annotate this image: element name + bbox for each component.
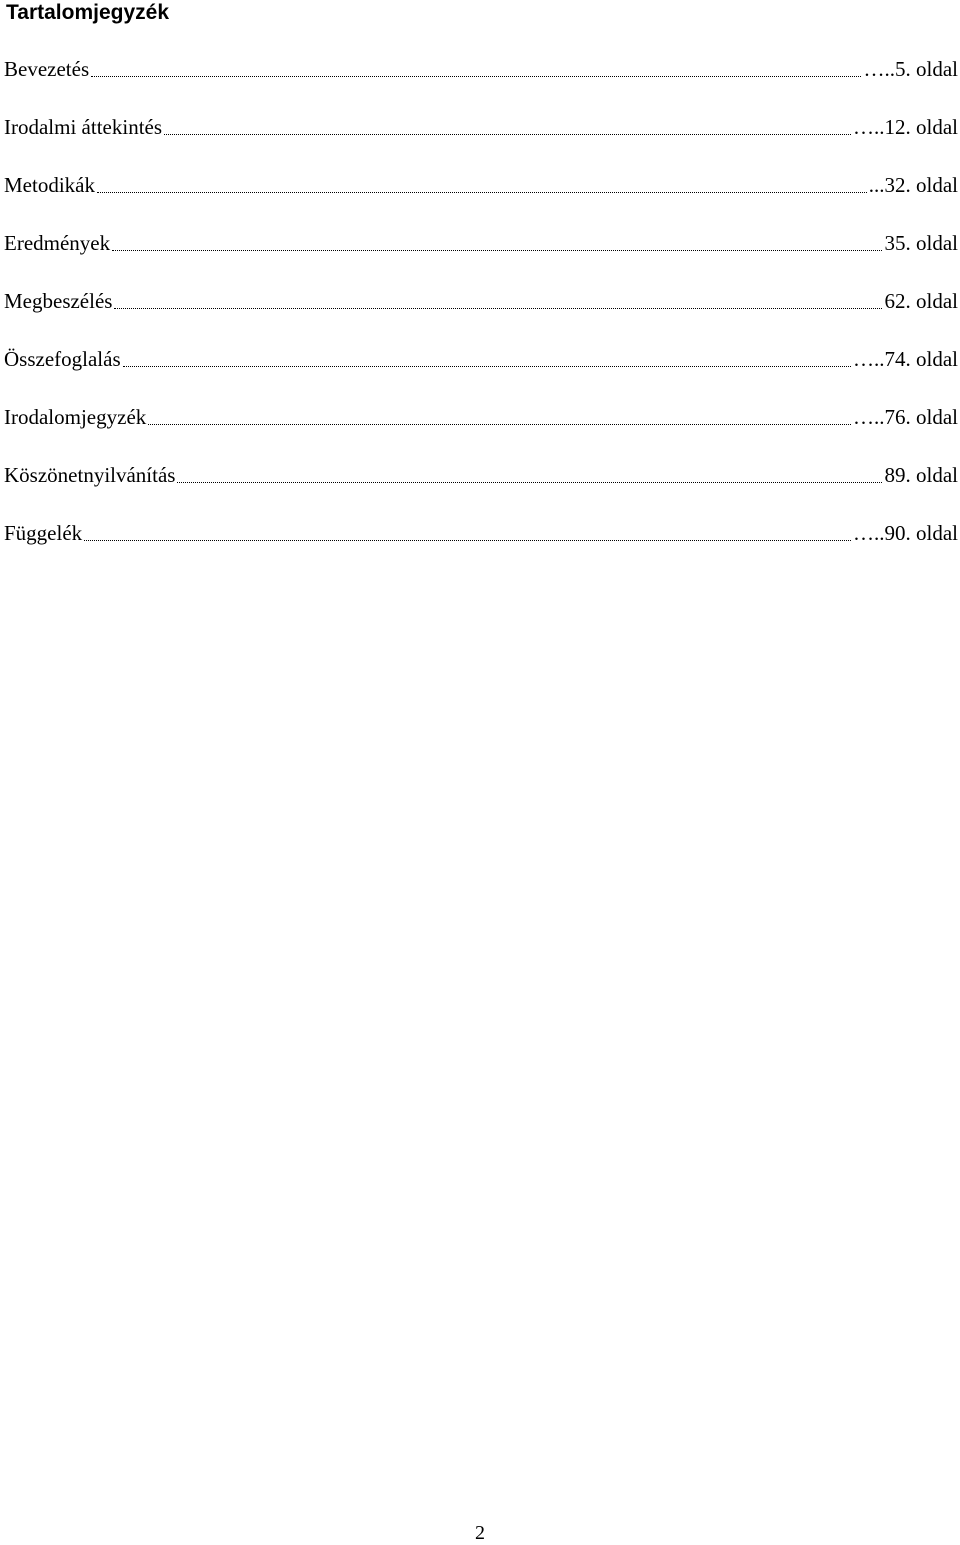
- toc-entry-fuggelek: [4, 519, 958, 577]
- table-of-contents: [4, 55, 958, 577]
- toc-entry-label: Köszönetnyilvánítás: [4, 463, 176, 487]
- toc-leader: [91, 76, 861, 77]
- toc-leader: [112, 250, 882, 251]
- toc-entry-label: Irodalomjegyzék: [4, 405, 147, 429]
- toc-entry-osszefoglalas: [4, 345, 958, 403]
- toc-entry-metodikak: [4, 171, 958, 229]
- toc-entry-page: 62. oldal: [884, 289, 958, 313]
- toc-entry-label: Összefoglalás: [4, 347, 121, 371]
- toc-leader: [114, 308, 882, 309]
- toc-entry-page: 89. oldal: [884, 463, 958, 487]
- toc-entry-page: 35. oldal: [884, 231, 958, 255]
- toc-entry-page: …..90. oldal: [853, 521, 958, 545]
- toc-entry-page: …..5. oldal: [863, 57, 958, 81]
- toc-leader: [123, 366, 851, 367]
- toc-leader: [177, 482, 882, 483]
- toc-entry-irodalomjegyzek: [4, 403, 958, 461]
- toc-entry-megbeszeles: [4, 287, 958, 345]
- toc-entry-label: Függelék: [4, 521, 83, 545]
- toc-entry-eredmenyek: [4, 229, 958, 287]
- toc-entry-label: Irodalmi áttekintés: [4, 115, 163, 139]
- toc-entry-page: ...32. oldal: [868, 173, 958, 197]
- toc-leader: [164, 134, 851, 135]
- toc-entry-label: Bevezetés: [4, 57, 90, 81]
- toc-entry-label: Eredmények: [4, 231, 111, 255]
- toc-entry-koszonetnyilvanitas: [4, 461, 958, 519]
- toc-entry-bevezetes: [4, 55, 958, 113]
- toc-leader: [97, 192, 867, 193]
- toc-leader: [84, 540, 851, 541]
- toc-entry-page: …..76. oldal: [853, 405, 958, 429]
- toc-entry-label: Megbeszélés: [4, 289, 113, 313]
- toc-entry-page: …..12. oldal: [853, 115, 958, 139]
- toc-entry-label: Metodikák: [4, 173, 95, 197]
- toc-entry-irodalmi-attekintes: [4, 113, 958, 171]
- toc-leader: [148, 424, 851, 425]
- toc-entry-page: …..74. oldal: [853, 347, 958, 371]
- page-number: 2: [475, 1522, 485, 1544]
- page-title: Tartalomjegyzék: [6, 1, 170, 24]
